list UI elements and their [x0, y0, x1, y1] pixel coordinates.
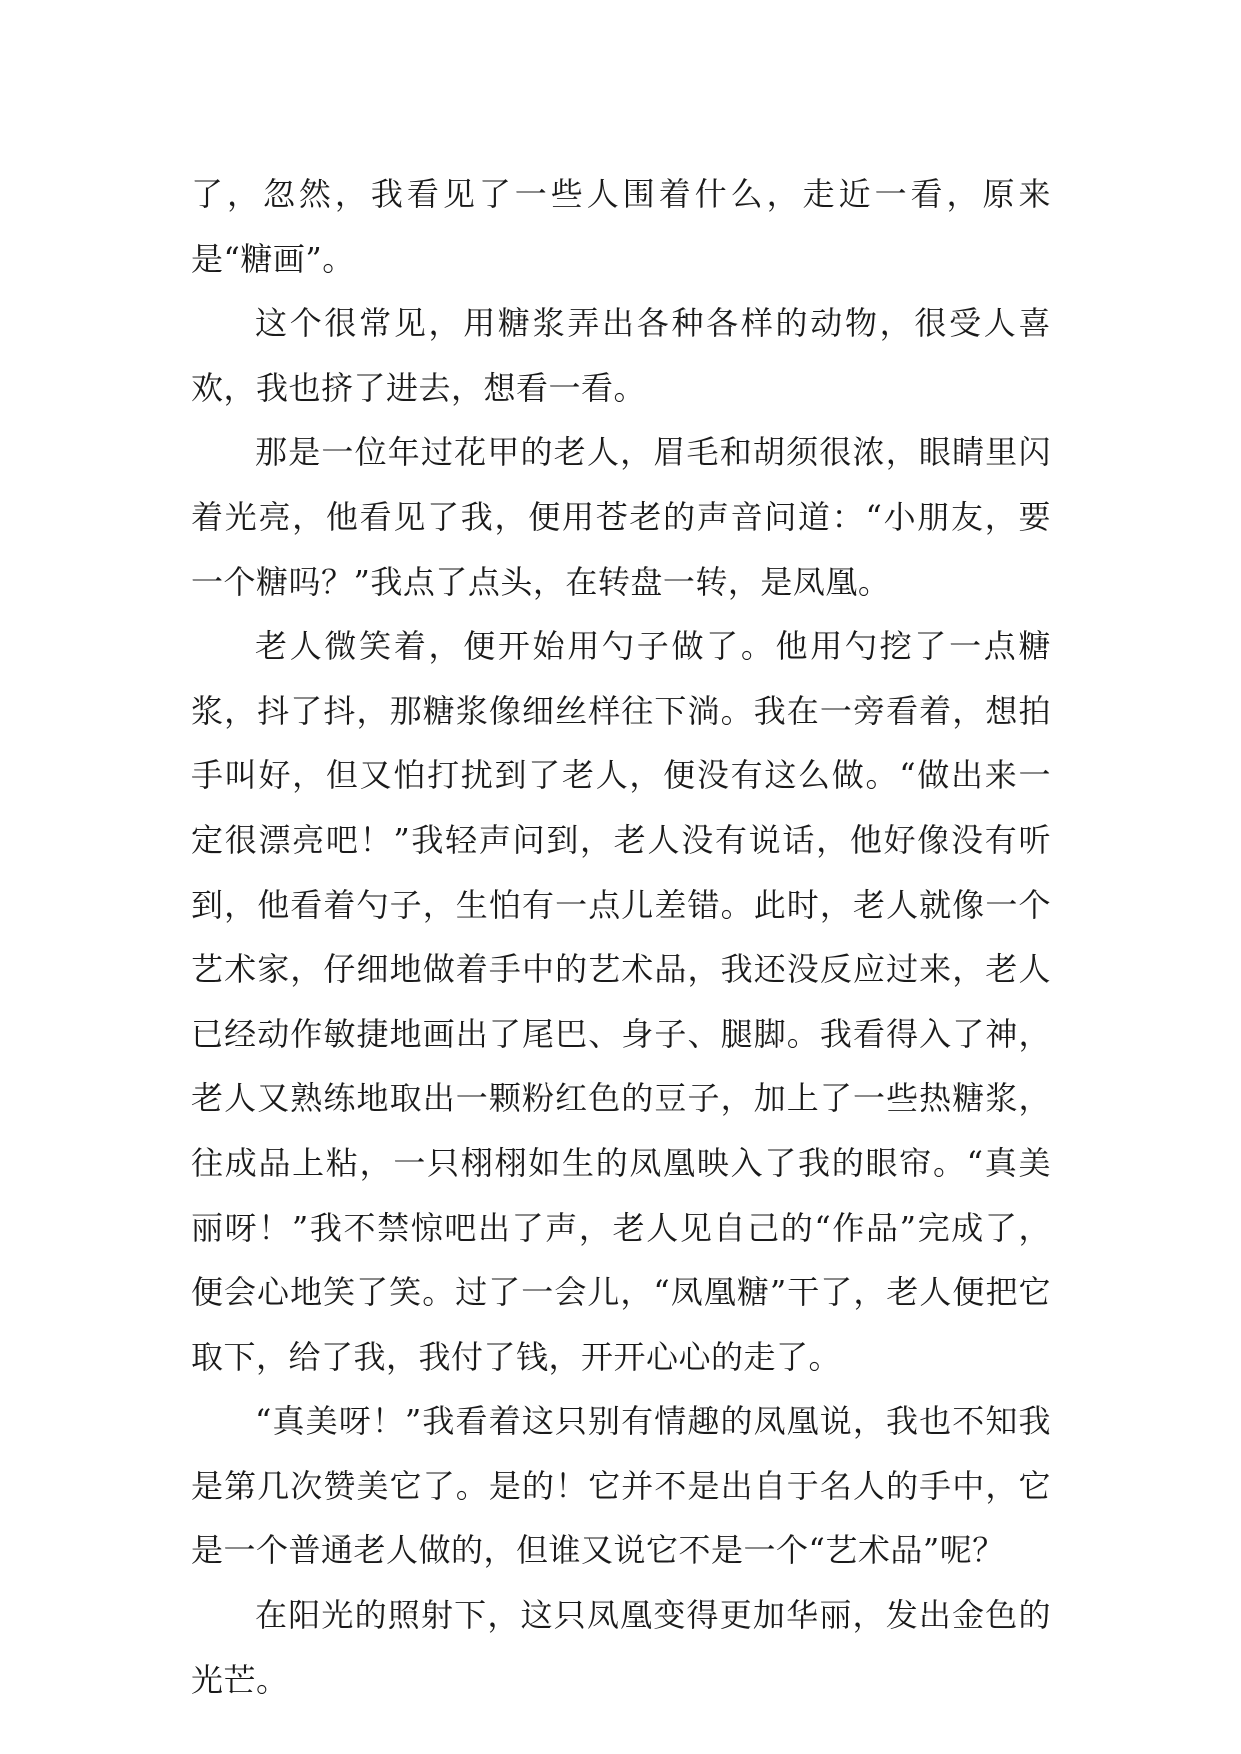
paragraph-1: 了，忽然，我看见了一些人围着什么，走近一看，原来是“糖画”。 — [191, 175, 1051, 278]
document-body — [191, 162, 1051, 1712]
paragraph-4: 老人微笑着，便开始用勺子做了。他用勺挖了一点糖浆，抖了抖，那糖浆像细丝样往下淌。我在一旁看着，想拍手叫好，但又怕打扰到了老人，便没有这么做。“做出来一定很漂亮吧！”我轻声问到，老人没有说话，他好像没有听到，他看着勺子，生怕有一点儿差错。此时，老人就像一个艺术家，仔细地做着手中的艺术品，我还没反应过来，老人已经动作敏捷地画出了尾巴、身子、腿脚。我看得入了神，老人又熟练地取出一颗粉红色的豆子，加上了一些热糖浆，往成品上粘，一只栩栩如生的凤凰映入了我的眼帘。“真美丽呀！”我不禁惊吧出了声，老人见自己的“作品”完成了，便会心地笑了笑。过了一会儿，“凤凰糖”干了，老人便把它取下，给了我，我付了钱，开开心心的走了。 — [191, 627, 1051, 1376]
paragraph-6: 在阳光的照射下，这只凤凰变得更加华丽，发出金色的光芒。 — [191, 1596, 1051, 1699]
paragraph-5: “真美呀！”我看着这只别有情趣的凤凰说，我也不知我是第几次赞美它了。是的！它并不是出自于名人的手中，它是一个普通老人做的，但谁又说它不是一个“艺术品”呢？ — [191, 1402, 1051, 1570]
paragraph-3: 那是一位年过花甲的老人，眉毛和胡须很浓，眼睛里闪着光亮，他看见了我，便用苍老的声音问道：“小朋友，要一个糖吗？”我点了点头，在转盘一转，是凤凰。 — [191, 433, 1051, 601]
paragraph-2: 这个很常见，用糖浆弄出各种各样的动物，很受人喜欢，我也挤了进去，想看一看。 — [191, 304, 1051, 407]
